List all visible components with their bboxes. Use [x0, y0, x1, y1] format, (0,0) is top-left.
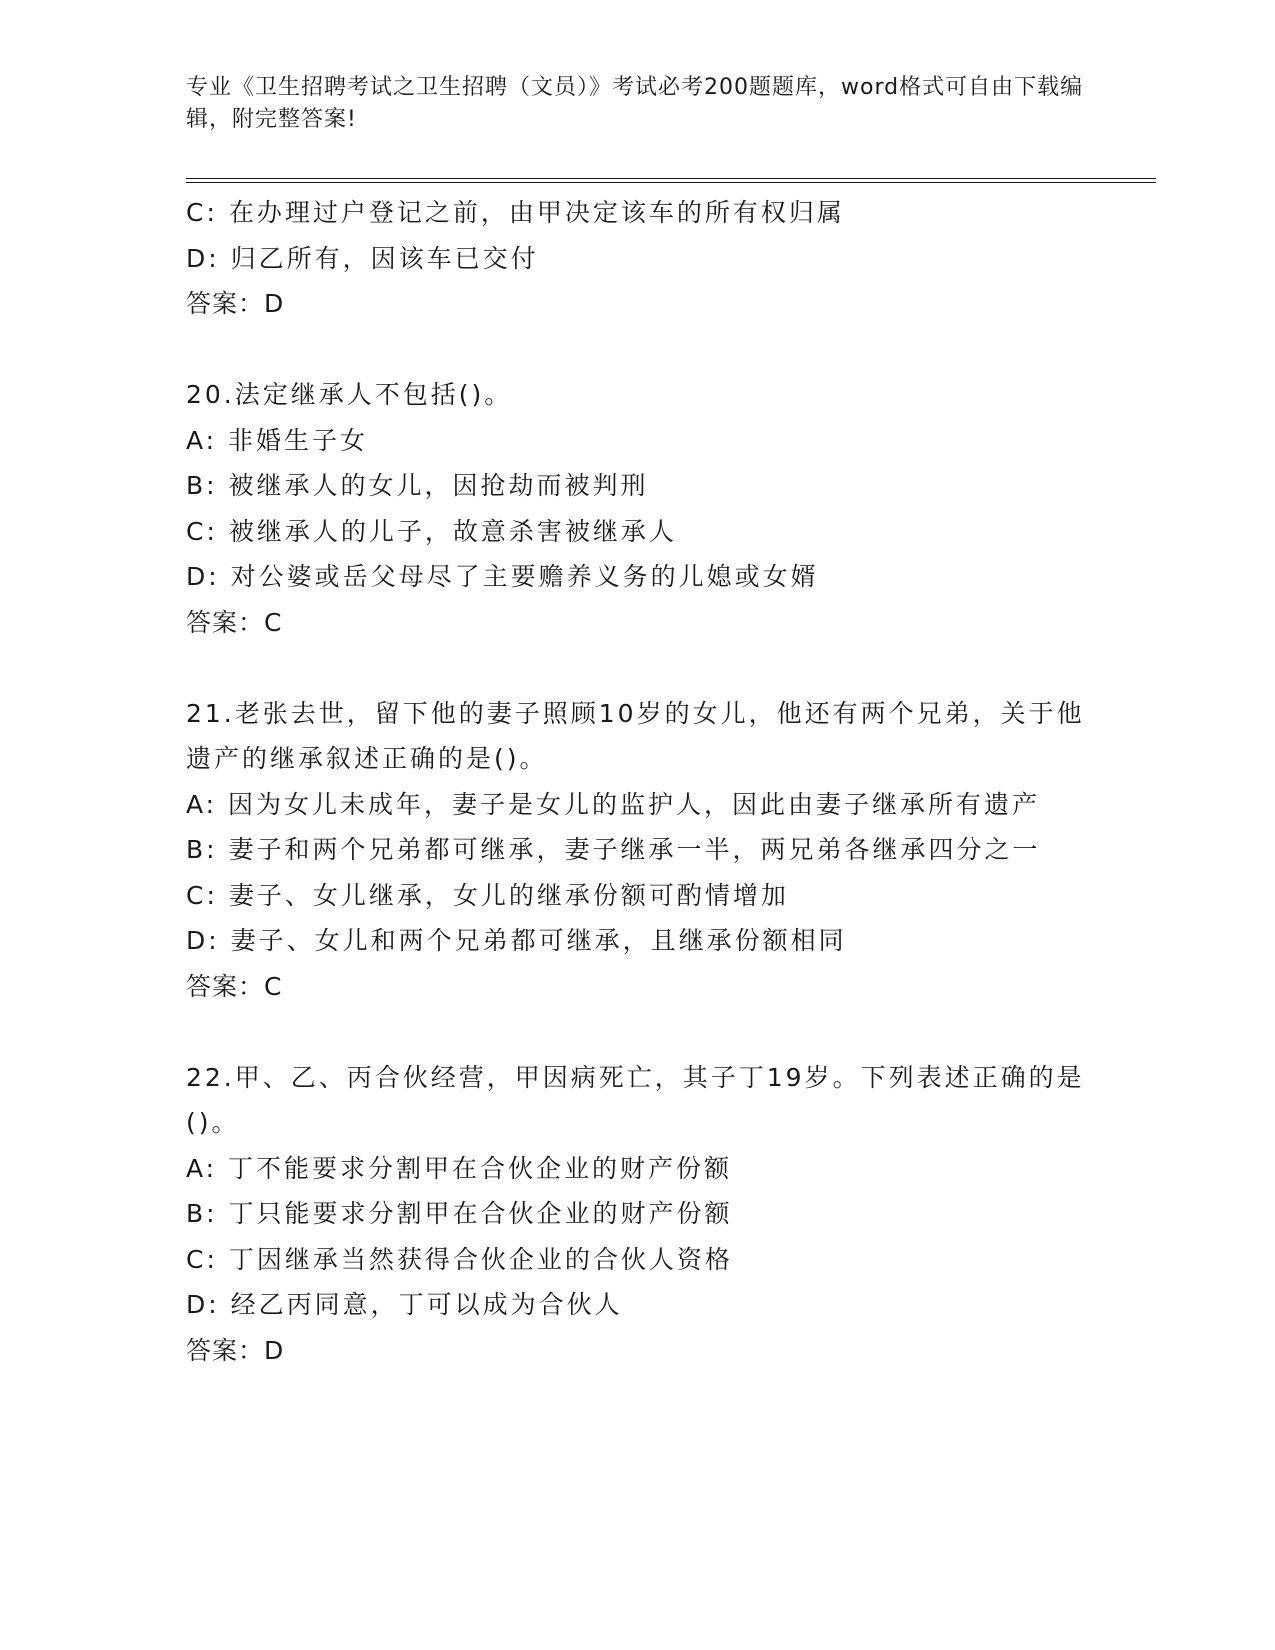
question-list	[186, 190, 1086, 1373]
header-divider-bottom	[186, 182, 1156, 183]
option-d: D: 妻子、女儿和两个兄弟都可继承，且继承份额相同	[186, 926, 847, 955]
question-stem: 20.法定继承人不包括()。	[186, 380, 513, 409]
option-d: D: 归乙所有，因该车已交付	[186, 243, 539, 273]
option-d: D: 经乙丙同意，丁可以成为合伙人	[186, 1290, 623, 1319]
option-b: B: 妻子和两个兄弟都可继承，妻子继承一半，两兄弟各继承四分之一	[186, 835, 1041, 864]
option-a: A: 因为女儿未成年，妻子是女儿的监护人，因此由妻子继承所有遗产	[186, 789, 1041, 819]
question-block	[186, 1055, 1086, 1374]
question-block	[186, 190, 1086, 327]
option-d: D: 对公婆或岳父母尽了主要赡养义务的儿媳或女婿	[186, 562, 819, 591]
question-stem: 22.甲、乙、丙合伙经营，甲因病死亡，其子丁19岁。下列表述正确的是()。	[186, 1062, 1085, 1137]
header-divider-top	[186, 178, 1156, 179]
option-c: C: 在办理过户登记之前，由甲决定该车的所有权归属	[186, 198, 845, 227]
document-header: 专业《卫生招聘考试之卫生招聘（文员）》考试必考200题题库，word格式可自由下载编辑，附完整答案!	[186, 75, 1084, 132]
answer-line: 答案：D	[186, 289, 285, 318]
question-stem: 21.老张去世，留下他的妻子照顾10岁的女儿，他还有两个兄弟，关于他遗产的继承叙述正确的是()。	[186, 698, 1085, 773]
option-a: A: 丁不能要求分割甲在合伙企业的财产份额	[186, 1153, 733, 1183]
option-a: A: 非婚生子女	[186, 425, 369, 455]
answer-line: 答案：C	[186, 971, 283, 1001]
option-c: C: 丁因继承当然获得合伙企业的合伙人资格	[186, 1244, 733, 1274]
question-block	[186, 372, 1086, 645]
option-c: C: 被继承人的儿子，故意杀害被继承人	[186, 516, 677, 546]
option-b: B: 丁只能要求分割甲在合伙企业的财产份额	[186, 1199, 733, 1228]
question-block	[186, 691, 1086, 1010]
option-c: C: 妻子、女儿继承，女儿的继承份额可酌情增加	[186, 880, 789, 910]
answer-line: 答案：C	[186, 607, 283, 637]
answer-line: 答案：D	[186, 1335, 285, 1365]
option-b: B: 被继承人的女儿，因抢劫而被判刑	[186, 471, 649, 500]
